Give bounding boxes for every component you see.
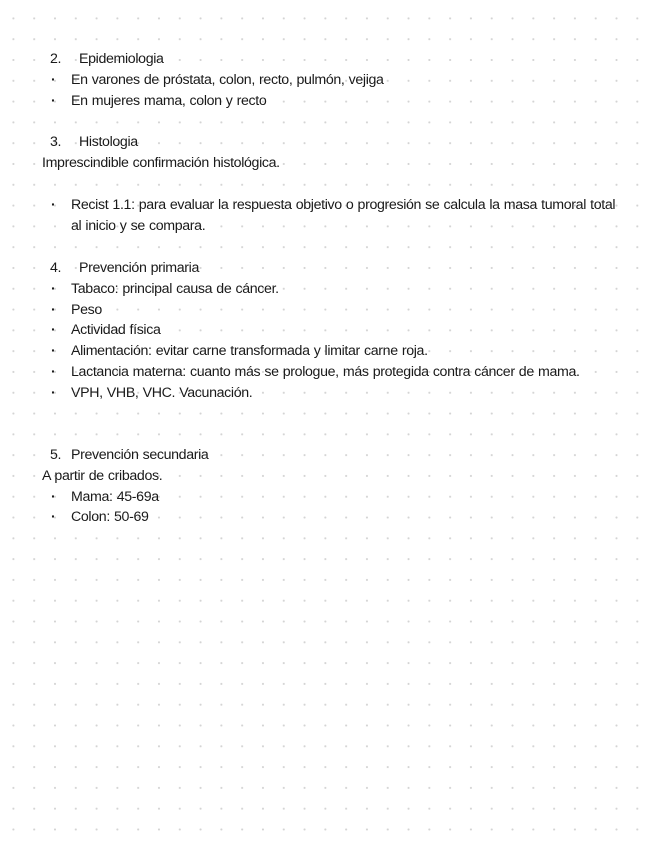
list-item: · Recist 1.1: para evaluar la respuesta objetivo o progresión se calcula la masa tumoral total al inicio y se compara. [42,195,620,237]
list-item: · Lactancia materna: cuanto más se prologue, más protegida contra cáncer de mama. [42,362,620,383]
section-number: 5. [50,447,62,463]
section-number: 3. [50,134,62,150]
section-histologia-list [42,195,620,237]
bullet-list [42,70,620,112]
section-prevencion-secundaria [42,445,620,528]
section-number: 2. [50,51,62,67]
bullet-list [42,195,620,237]
section-title: Epidemiologia [79,51,164,67]
section-title: Prevención secundaria [71,447,209,463]
list-item: · Peso [42,300,620,321]
section-heading [42,132,620,153]
bullet-list [42,487,620,529]
section-title: Histologia [79,134,138,150]
section-histologia [42,132,620,174]
list-item: · Mama: 45-69a [42,487,620,508]
list-item: · En varones de próstata, colon, recto, pulmón, vejiga [42,70,620,91]
bullet-list [42,279,620,404]
section-heading [42,445,620,466]
list-item: · VPH, VHB, VHC. Vacunación. [42,383,620,404]
section-number: 4. [50,260,62,276]
list-item: · Alimentación: evitar carne transformada y limitar carne roja. [42,341,620,362]
list-item: · Actividad física [42,320,620,341]
section-text: A partir de cribados. [42,467,163,484]
section-heading [42,258,620,279]
section-title: Prevención primaria [79,260,200,276]
section-heading [42,49,620,70]
list-item: · Colon: 50-69 [42,507,620,528]
section-text: Imprescindible confirmación histológica. [42,154,280,171]
section-prevencion-primaria [42,258,620,404]
list-item: · En mujeres mama, colon y recto [42,91,620,112]
list-item: · Tabaco: principal causa de cáncer. [42,279,620,300]
section-epidemiologia [42,49,620,111]
